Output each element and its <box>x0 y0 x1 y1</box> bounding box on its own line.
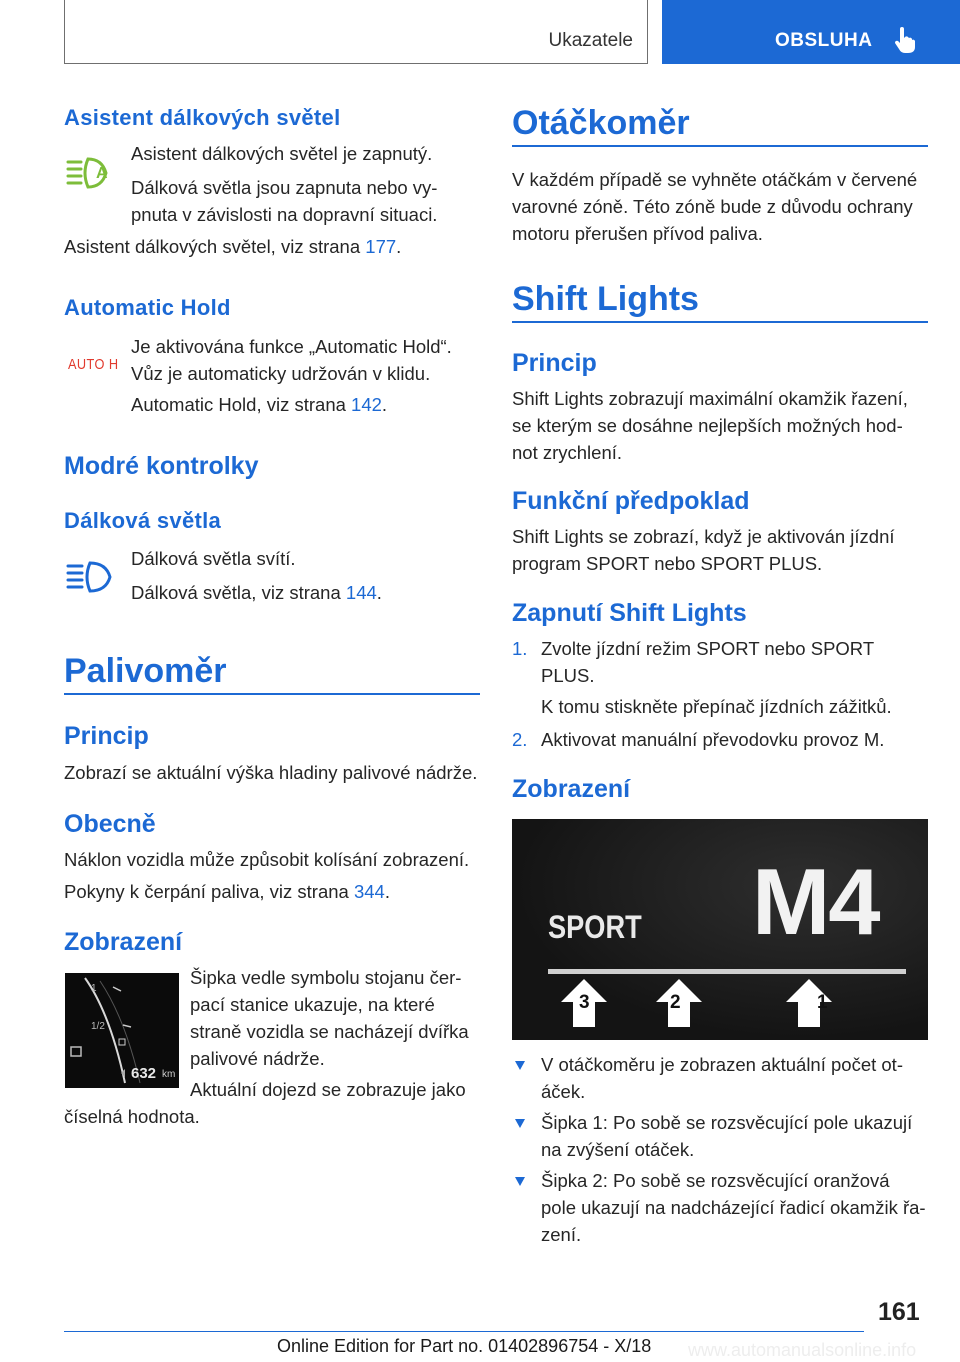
heading-shift-display: Zobrazení <box>512 775 631 803</box>
bullet-3-line-3: zení. <box>541 1224 582 1245</box>
bullet-triangle-icon <box>515 1119 525 1128</box>
heading-shift-lights: Shift Lights <box>512 280 699 318</box>
svg-text:A: A <box>96 165 108 182</box>
shift-lights-rule <box>512 321 928 323</box>
shift-lights-image <box>512 819 928 1040</box>
heading-tachometer: Otáčkoměr <box>512 104 690 142</box>
high-beam-icon <box>66 560 116 596</box>
fuel-gauge-rule <box>64 693 480 695</box>
chapter-tab[interactable] <box>662 0 960 64</box>
step-2-line: Aktivovat manuální převodovku provoz M. <box>541 729 885 750</box>
auto-hold-icon: AUTO H <box>68 356 119 373</box>
page-number: 161 <box>878 1298 920 1326</box>
bullet-2-line-1: Šipka 1: Po sobě se rozsvěcující pole ukazují <box>541 1112 913 1133</box>
heading-blue-indicators: Modré kontrolky <box>64 452 259 480</box>
watermark-text: www.automanualsonline.info <box>688 1340 917 1360</box>
auto-hold-ref: Automatic Hold, viz strana 142. <box>131 394 388 415</box>
heading-fuel-principle: Princip <box>64 722 149 750</box>
page-link-142[interactable]: 142 <box>351 394 382 415</box>
shift-principle-line-1: Shift Lights zobrazují maximální okamžik řazení, <box>512 388 908 409</box>
bullet-1-line-1: V otáčkoměru je zobrazen aktuální počet ot- <box>541 1054 903 1075</box>
tachometer-line-1: V každém případě se vyhněte otáčkám v červené <box>512 169 918 190</box>
heading-automatic-hold: Automatic Hold <box>64 295 231 320</box>
gear-indicator: M4 <box>752 849 879 954</box>
fuel-display-line-4: palivové nádrže. <box>190 1048 325 1069</box>
tachometer-line-3: motoru přerušen přívod paliva. <box>512 223 763 244</box>
page-link-177[interactable]: 177 <box>365 236 397 257</box>
gauge-tick-full: 1 <box>91 983 97 994</box>
range-line-1: Aktuální dojezd se zobrazuje jako <box>190 1079 466 1100</box>
high-beams-ref: Dálková světla, viz strana 144. <box>131 582 382 603</box>
bullet-2-line-2: na zvýšení otáček. <box>541 1139 695 1160</box>
high-beam-assist-desc-2: pnuta v závislosti na dopravní situaci. <box>131 204 438 225</box>
arrow-label-3: 3 <box>579 992 590 1013</box>
heading-shift-requirement: Funkční předpoklad <box>512 487 750 515</box>
heading-fuel-display: Zobrazení <box>64 928 183 956</box>
page-link-344[interactable]: 344 <box>353 881 385 902</box>
step-2-number: 2. <box>512 729 528 750</box>
heading-enable-shift-lights: Zapnutí Shift Lights <box>512 599 747 627</box>
refuel-ref: Pokyny k čerpání paliva, viz strana 344. <box>64 881 390 902</box>
step-1-line-2: PLUS. <box>541 665 595 686</box>
header-frame <box>64 0 648 64</box>
shift-req-line-1: Shift Lights se zobrazí, když je aktivován jízdní <box>512 526 895 547</box>
chapter-tab-label: OBSLUHA <box>775 30 873 51</box>
high-beams-on-text: Dálková světla svítí. <box>131 548 296 569</box>
arrow-label-2: 2 <box>670 992 681 1013</box>
heading-shift-principle: Princip <box>512 349 597 377</box>
fuel-gauge-image <box>65 973 179 1088</box>
fuel-principle-text: Zobrazí se aktuální výška hladiny palivové nádrže. <box>64 762 478 783</box>
gauge-range-value: 632 <box>131 1065 157 1082</box>
tachometer-line-2: varovné zóně. Této zóně bude z důvodu ochrany <box>512 196 913 217</box>
pointing-hand-icon <box>894 27 916 53</box>
step-1-line-1: Zvolte jízdní režim SPORT nebo SPORT <box>541 638 875 659</box>
heading-fuel-general: Obecně <box>64 810 156 838</box>
shift-principle-line-3: not zrychlení. <box>512 442 623 463</box>
gauge-tick-half: 1/2 <box>91 1021 105 1032</box>
gauge-range-unit: km <box>162 1069 176 1080</box>
range-line-2: číselná hodnota. <box>64 1106 200 1127</box>
heading-high-beam-assist: Asistent dálkových světel <box>64 105 341 130</box>
heading-fuel-gauge: Palivoměr <box>64 652 227 690</box>
bullet-triangle-icon <box>515 1177 525 1186</box>
fuel-display-line-2: pací stanice ukazuje, na které <box>190 994 435 1015</box>
bullet-triangle-icon <box>515 1061 525 1070</box>
page-link-144[interactable]: 144 <box>345 582 377 603</box>
auto-hold-line-2: Vůz je automaticky udržován v klidu. <box>131 363 431 384</box>
fuel-display-line-1: Šipka vedle symbolu stojanu čer- <box>190 967 462 988</box>
sport-mode-label: SPORT <box>548 909 642 945</box>
fuel-display-line-3: straně vozidla se nacházejí dvířka <box>190 1021 469 1042</box>
heading-high-beams: Dálková světla <box>64 508 222 533</box>
fuel-general-text: Náklon vozidla může způsobit kolísání zobrazení. <box>64 849 470 870</box>
section-label: Ukazatele <box>548 30 633 51</box>
auto-hold-line-1: Je aktivována funkce „Automatic Hold“. <box>131 336 452 357</box>
step-1-number: 1. <box>512 638 528 659</box>
high-beam-assist-desc-1: Dálková světla jsou zapnuta nebo vy- <box>131 177 438 198</box>
arrow-label-1: 1 <box>817 992 828 1013</box>
tachometer-rule <box>512 145 928 147</box>
bullet-3-line-2: pole ukazují na nadcházející řadicí okamžik řa- <box>541 1197 926 1218</box>
high-beam-assist-ref: Asistent dálkových světel, viz strana 177. <box>64 236 402 257</box>
high-beam-assist-on-text: Asistent dálkových světel je zapnutý. <box>131 143 433 164</box>
bullet-3-line-1: Šipka 2: Po sobě se rozsvěcující oranžová <box>541 1170 890 1191</box>
shift-principle-line-2: se kterým se dosáhne nejlepších možných hod- <box>512 415 903 436</box>
bullet-1-line-2: áček. <box>541 1081 586 1102</box>
footer-rule <box>64 1331 864 1332</box>
shift-req-line-2: program SPORT nebo SPORT PLUS. <box>512 553 823 574</box>
edition-text: Online Edition for Part no. 01402896754 - X/18 <box>277 1336 652 1356</box>
high-beam-assist-icon <box>66 156 116 192</box>
step-1-line-3: K tomu stiskněte přepínač jízdních zážitků. <box>541 696 892 717</box>
